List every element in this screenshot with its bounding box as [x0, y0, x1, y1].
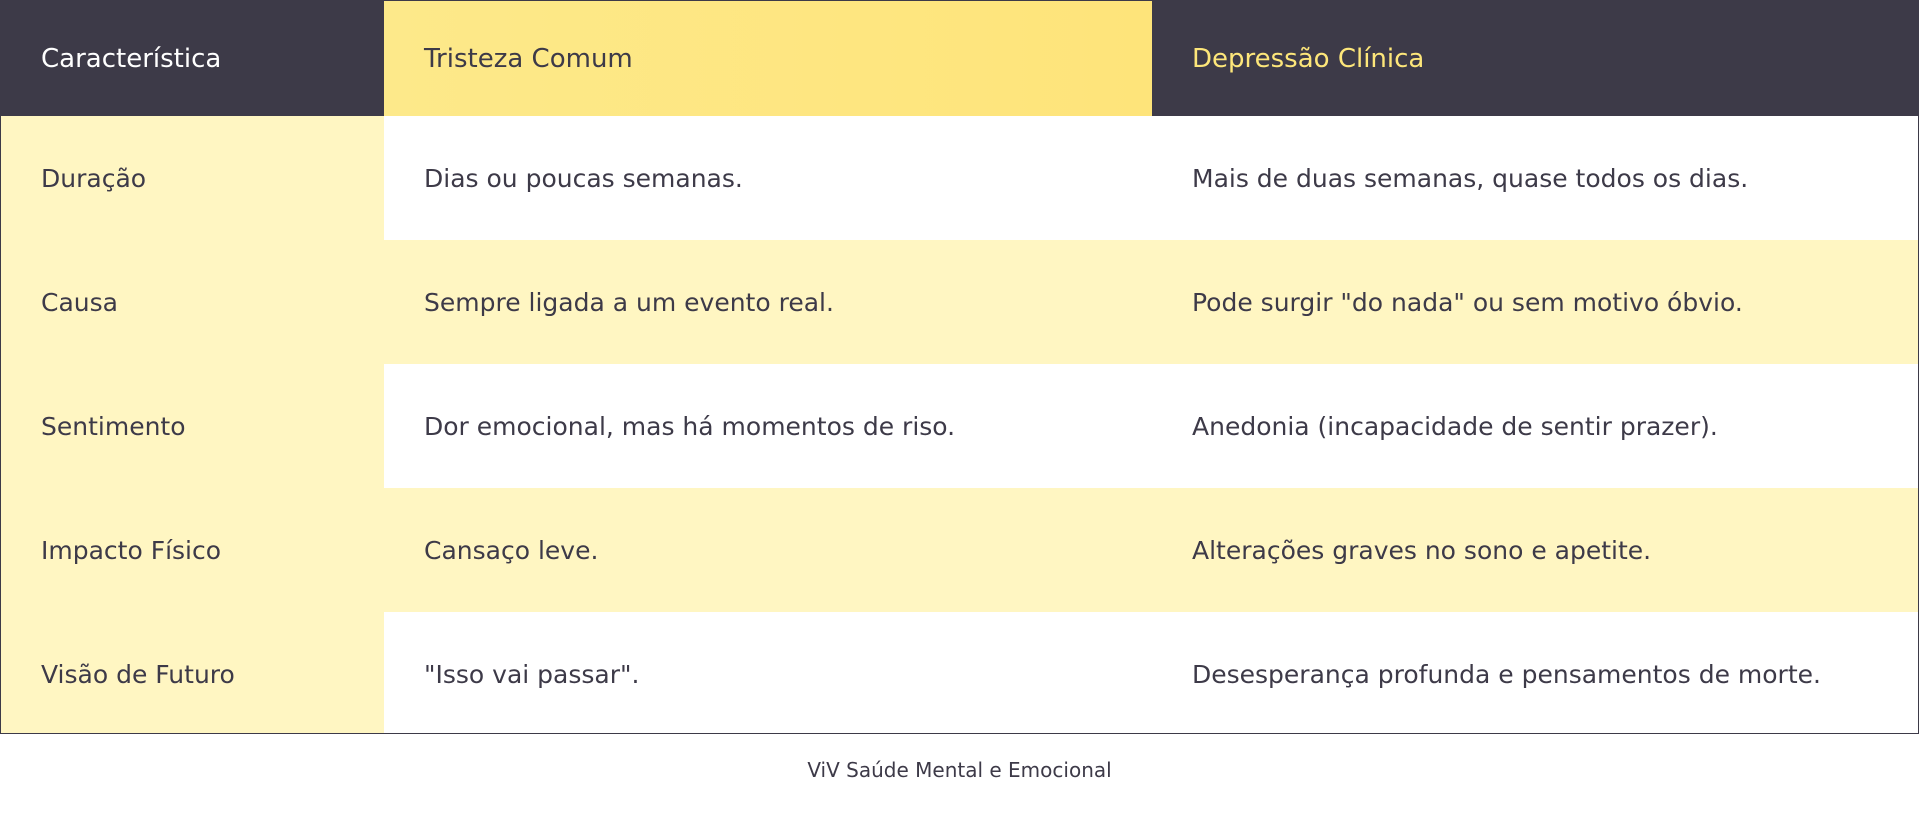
- comparison-table: [1, 1, 1918, 734]
- header-characteristic: Característica: [1, 1, 384, 116]
- depression-cell: Pode surgir "do nada" ou sem motivo óbvio.: [1152, 240, 1918, 364]
- sadness-cell: Sempre ligada a um evento real.: [384, 240, 1152, 364]
- header-common-sadness: Tristeza Comum: [384, 1, 1152, 116]
- footer-brand-text: ViV Saúde Mental e Emocional: [807, 758, 1112, 782]
- depression-cell: Desesperança profunda e pensamentos de morte.: [1152, 612, 1918, 734]
- sadness-cell: Dor emocional, mas há momentos de riso.: [384, 364, 1152, 488]
- depression-cell: Mais de duas semanas, quase todos os dias.: [1152, 116, 1918, 240]
- row-label: Impacto Físico: [1, 488, 384, 612]
- header-clinical-depression: Depressão Clínica: [1152, 1, 1918, 116]
- sadness-cell: Dias ou poucas semanas.: [384, 116, 1152, 240]
- sadness-cell: "Isso vai passar".: [384, 612, 1152, 734]
- table-row: [1, 612, 1918, 734]
- depression-cell: Anedonia (incapacidade de sentir prazer).: [1152, 364, 1918, 488]
- table-row: [1, 116, 1918, 240]
- table-header-row: [1, 1, 1918, 116]
- row-label: Sentimento: [1, 364, 384, 488]
- table-row: [1, 240, 1918, 364]
- table-row: [1, 364, 1918, 488]
- row-label: Causa: [1, 240, 384, 364]
- sadness-cell: Cansaço leve.: [384, 488, 1152, 612]
- row-label: Duração: [1, 116, 384, 240]
- row-label: Visão de Futuro: [1, 612, 384, 734]
- depression-cell: Alterações graves no sono e apetite.: [1152, 488, 1918, 612]
- table-row: [1, 488, 1918, 612]
